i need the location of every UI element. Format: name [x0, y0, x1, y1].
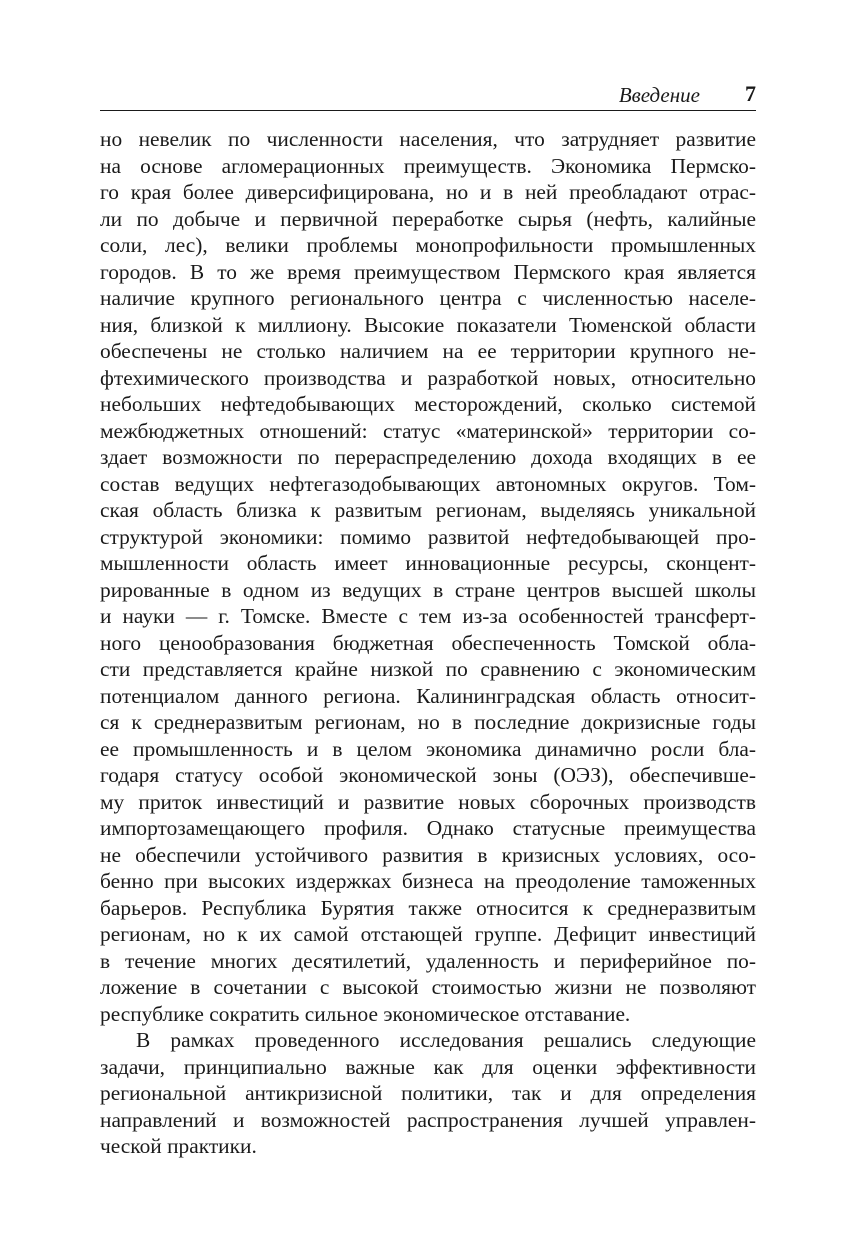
text-line: ложение в сочетании с высокой стоимостью жизни не позволяют	[100, 975, 756, 999]
text-line: небольших нефтедобывающих месторождений, сколько системой	[100, 392, 756, 416]
text-line: направлений и возможностей распространения лучшей управлен-	[100, 1107, 756, 1132]
running-title: Введение	[618, 83, 700, 107]
text-line: регионам, но к их самой отстающей группе. Дефицит инвестиций	[100, 922, 756, 946]
text-line: мышленности область имеет инновационные ресурсы, сконцент-	[100, 551, 756, 575]
text-line: потенциалом данного региона. Калининградская область относит-	[100, 683, 756, 708]
text-line: ее промышленность и в целом экономика динамично росли бла-	[100, 736, 756, 761]
text-line: барьеров. Республика Бурятия также относится к среднеразвитым	[100, 895, 756, 920]
page-number: 7	[745, 81, 756, 106]
text-line: рированные в одном из ведущих в стране центров высшей школы	[100, 577, 756, 602]
text-line: структурой экономики: помимо развитой нефтедобывающей про-	[100, 524, 756, 549]
text-line: му приток инвестиций и развитие новых сборочных производств	[100, 789, 756, 814]
running-header	[100, 80, 756, 111]
text-line: на основе агломерационных преимуществ. Экономика Пермско-	[100, 153, 756, 178]
text-line: и науки — г. Томске. Вместе с тем из-за особенностей трансферт-	[100, 604, 756, 628]
text-line: сти представляется крайне низкой по сравнению с экономическим	[100, 657, 756, 681]
text-line: ного ценообразования бюджетная обеспеченность Томской обла-	[100, 630, 756, 655]
text-line: ческой практики.	[100, 1134, 257, 1158]
text-line: задачи, принципиально важные как для оценки эффективности	[100, 1054, 756, 1079]
text-line: бенно при высоких издержках бизнеса на преодоление таможенных	[100, 869, 756, 893]
text-line: ния, близкой к миллиону. Высокие показатели Тюменской области	[100, 312, 756, 337]
text-line: В рамках проведенного исследования решались следующие	[136, 1028, 756, 1052]
text-line: республике сократить сильное экономическое отставание.	[100, 1001, 631, 1026]
text-line: здает возможности по перераспределению дохода входящих в ее	[100, 445, 756, 469]
text-line: обеспечены не столько наличием на ее территории крупного не-	[100, 339, 756, 363]
text-line: но невелик по численности населения, что затрудняет развитие	[100, 127, 756, 151]
text-line: состав ведущих нефтегазодобывающих автономных округов. Том-	[100, 471, 756, 496]
text-line: ся к среднеразвитым регионам, но в последние докризисные годы	[100, 710, 756, 734]
text-line: городов. В то же время преимуществом Пермского края является	[100, 259, 756, 284]
text-line: не обеспечили устойчивого развития в кризисных условиях, осо-	[100, 842, 756, 867]
text-line: региональной антикризисной политики, так и для определения	[100, 1081, 756, 1105]
text-line: наличие крупного регионального центра с численностью населе-	[100, 286, 756, 310]
text-line: ская область близка к развитым регионам, выделяясь уникальной	[100, 498, 756, 522]
text-line: ли по добыче и первичной переработке сырья (нефть, калийные	[100, 206, 756, 231]
text-line: годаря статусу особой экономической зоны (ОЭЗ), обеспечивше-	[100, 763, 756, 787]
text-line: соли, лес), велики проблемы монопрофильности промышленных	[100, 233, 756, 257]
text-line: импортозамещающего профиля. Однако статусные преимущества	[100, 816, 756, 840]
text-line: межбюджетных отношений: статус «материнской» территории со-	[100, 418, 756, 443]
text-line: го края более диверсифицирована, но и в ней преобладают отрас-	[100, 180, 756, 204]
body-text	[100, 126, 756, 1160]
text-line: фтехимического производства и разработкой новых, относительно	[100, 365, 756, 390]
text-line: в течение многих десятилетий, удаленность и периферийное по-	[100, 948, 756, 973]
